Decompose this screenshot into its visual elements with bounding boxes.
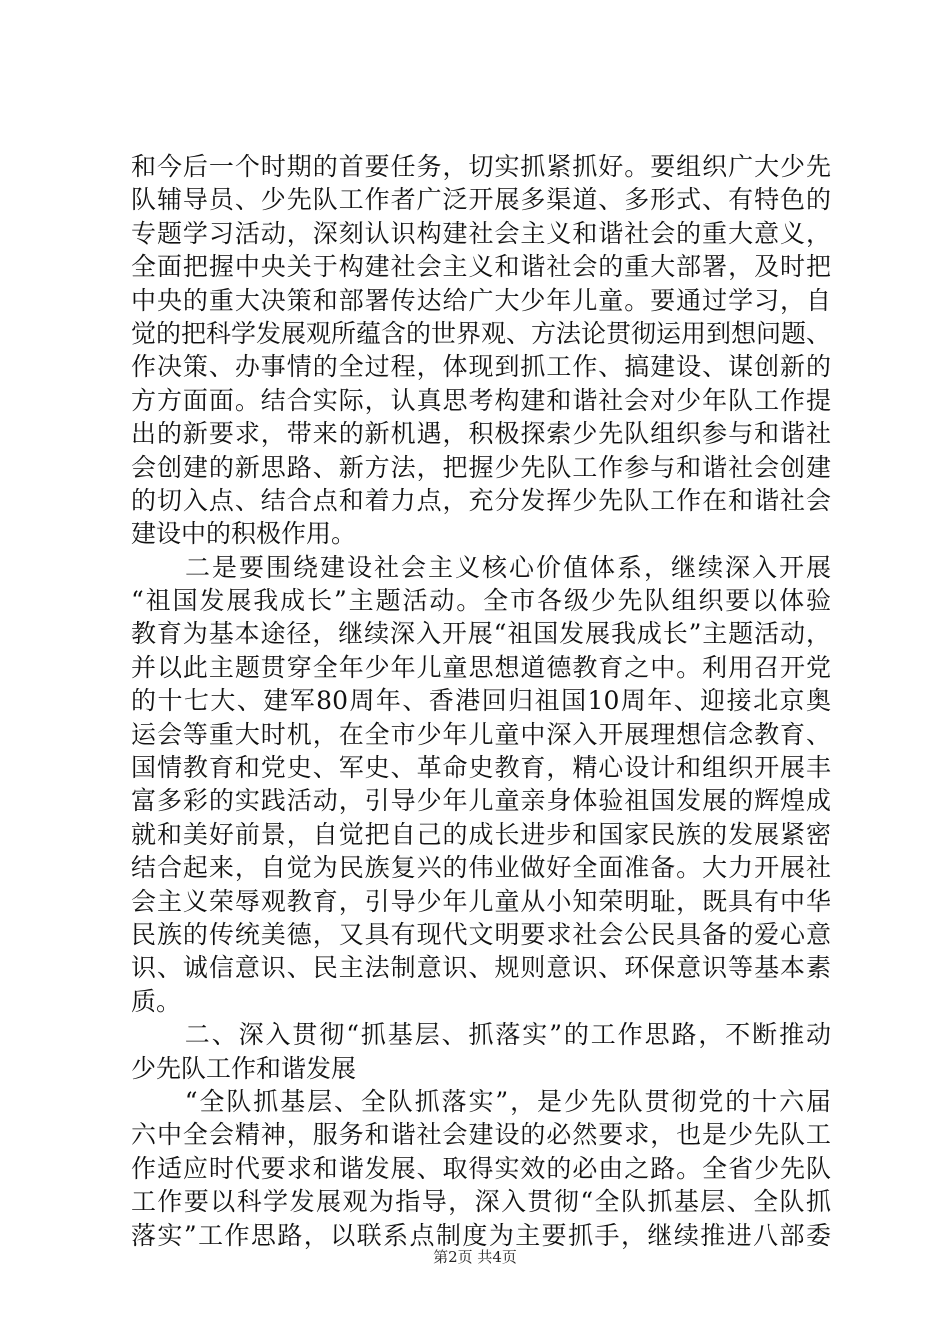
text-line: 会创建的新思路、新方法，把握少先队工作参与和谐社会创建	[131, 452, 831, 482]
text-line: 作适应时代要求和谐发展、取得实效的必由之路。全省少先队	[131, 1153, 831, 1183]
text-line: 教育为基本途径，继续深入开展“祖国发展我成长”主题活动，	[131, 619, 831, 649]
text-line: 质。	[131, 986, 182, 1016]
text-line: 落实”工作思路，以联系点制度为主要抓手，继续推进八部委	[131, 1220, 831, 1250]
text-line: “全队抓基层、全队抓落实”，是少先队贯彻党的十六届	[131, 1086, 831, 1116]
text-line: 运会等重大时机，在全市少年儿童中深入开展理想信念教育、	[131, 719, 831, 749]
body-text	[131, 150, 831, 1252]
text-line: 出的新要求，带来的新机遇，积极探索少先队组织参与和谐社	[131, 419, 831, 449]
text-line: 富多彩的实践活动，引导少年儿童亲身体验祖国发展的辉煌成	[131, 786, 831, 816]
text-line: 的十七大、建军80周年、香港回归祖国10周年、迎接北京奥	[131, 686, 831, 716]
text-line: 建设中的积极作用。	[131, 519, 357, 549]
text-line: 工作要以科学发展观为指导，深入贯彻“全队抓基层、全队抓	[131, 1187, 831, 1217]
text-line: 二、深入贯彻“抓基层、抓落实”的工作思路，不断推动	[131, 1020, 831, 1050]
text-line: “祖国发展我成长”主题活动。全市各级少先队组织要以体验	[131, 586, 831, 616]
text-line: 就和美好前景，自觉把自己的成长进步和国家民族的发展紧密	[131, 819, 831, 849]
text-line: 结合起来，自觉为民族复兴的伟业做好全面准备。大力开展社	[131, 853, 831, 883]
text-line: 会主义荣辱观教育，引导少年儿童从小知荣明耻，既具有中华	[131, 886, 831, 916]
text-line: 识、诚信意识、民主法制意识、规则意识、环保意识等基本素	[131, 953, 831, 983]
text-line: 六中全会精神，服务和谐社会建设的必然要求，也是少先队工	[131, 1120, 831, 1150]
text-line: 二是要围绕建设社会主义核心价值体系，继续深入开展	[131, 552, 831, 582]
text-line: 队辅导员、少先队工作者广泛开展多渠道、多形式、有特色的	[131, 185, 831, 215]
text-line: 觉的把科学发展观所蕴含的世界观、方法论贯彻运用到想问题、	[131, 318, 832, 348]
text-line: 作决策、办事情的全过程，体现到抓工作、搞建设、谋创新的	[131, 352, 831, 382]
text-line: 中央的重大决策和部署传达给广大少年儿童。要通过学习，自	[131, 285, 831, 315]
text-line: 方方面面。结合实际，认真思考构建和谐社会对少年队工作提	[131, 385, 831, 415]
page-footer: 第2页 共4页	[433, 1248, 517, 1266]
text-line: 全面把握中央关于构建社会主义和谐社会的重大部署，及时把	[131, 252, 831, 282]
text-line: 民族的传统美德，又具有现代文明要求社会公民具备的爱心意	[131, 919, 831, 949]
text-line: 国情教育和党史、军史、革命史教育，精心设计和组织开展丰	[131, 753, 831, 783]
text-line: 和今后一个时期的首要任务，切实抓紧抓好。要组织广大少先	[131, 152, 831, 181]
text-line: 的切入点、结合点和着力点，充分发挥少先队工作在和谐社会	[131, 485, 831, 515]
text-line: 并以此主题贯穿全年少年儿童思想道德教育之中。利用召开党	[131, 652, 831, 682]
text-line: 专题学习活动，深刻认识构建社会主义和谐社会的重大意义，	[131, 218, 831, 248]
text-line: 少先队工作和谐发展	[131, 1053, 357, 1083]
